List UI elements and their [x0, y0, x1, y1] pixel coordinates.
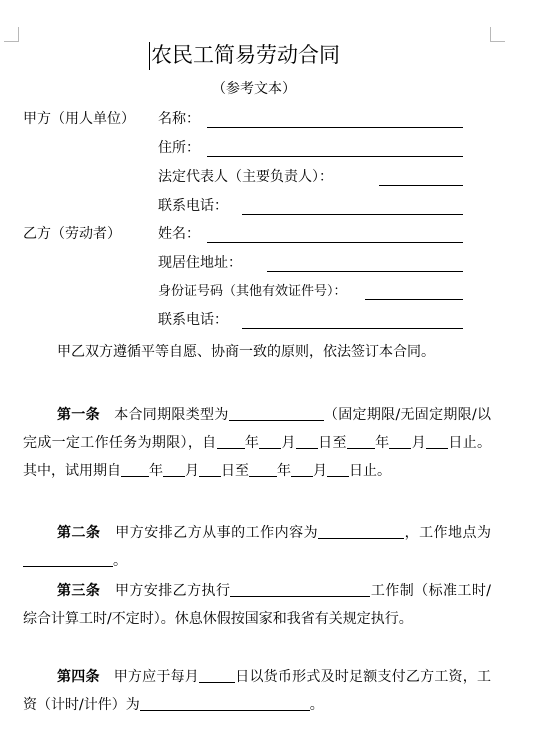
article-3-heading: 第三条: [57, 583, 101, 599]
party-b-name-blank[interactable]: [207, 242, 463, 243]
article-1-probation-end-year-blank[interactable]: [249, 462, 277, 477]
document-subtitle[interactable]: （参考文本）: [212, 81, 296, 97]
party-b-name-label[interactable]: 姓名：: [158, 226, 200, 242]
article-1[interactable]: [23, 401, 491, 485]
article-2-text: 甲方安排乙方从事的工作内容为: [115, 525, 319, 541]
article-1-text: 月: [281, 435, 296, 451]
document-title[interactable]: 农民工简易劳动合同: [151, 43, 340, 67]
article-1-text: 日止。其中，试用期自: [23, 435, 492, 479]
article-1-text: 本合同期限类型为: [114, 407, 229, 423]
party-b-phone-blank[interactable]: [242, 328, 463, 329]
text-cursor: [149, 42, 150, 70]
article-1-start-year-blank[interactable]: [217, 434, 245, 449]
article-1-start-month-blank[interactable]: [259, 434, 281, 449]
article-2-work-location-blank[interactable]: [23, 552, 113, 567]
article-1-text: 年: [244, 435, 260, 451]
article-1-end-day-blank[interactable]: [426, 434, 448, 449]
article-1-text: 日至: [221, 463, 249, 479]
article-3-text: 甲方安排乙方执行: [114, 583, 231, 599]
party-a-representative-label[interactable]: 法定代表人（主要负责人）：: [158, 169, 333, 185]
article-1-text: 年: [277, 463, 291, 479]
article-1-term-type-blank[interactable]: [229, 406, 324, 421]
article-1-heading: 第一条: [57, 407, 100, 423]
article-2-text: ，工作地点为: [404, 525, 492, 541]
party-a-phone-blank[interactable]: [242, 214, 463, 215]
article-1-text: 月: [313, 463, 327, 479]
article-1-probation-end-day-blank[interactable]: [327, 462, 349, 477]
party-a-representative-blank[interactable]: [379, 185, 463, 186]
article-1-text: 月: [185, 463, 199, 479]
article-2-job-content-blank[interactable]: [318, 524, 404, 539]
article-1-probation-start-year-blank[interactable]: [121, 462, 149, 477]
article-1-text: 月: [411, 435, 427, 451]
party-a-label[interactable]: 甲方（用人单位）: [23, 111, 135, 127]
party-a-address-blank[interactable]: [207, 156, 463, 157]
article-4-pay-day-blank[interactable]: [199, 668, 235, 683]
article-1-probation-start-month-blank[interactable]: [163, 462, 185, 477]
article-3-work-system-blank[interactable]: [230, 582, 370, 597]
party-b-address-blank[interactable]: [267, 271, 463, 272]
article-1-text: 日止。: [349, 463, 391, 479]
article-3[interactable]: [23, 577, 491, 633]
article-2[interactable]: [23, 519, 491, 575]
article-1-text: 年: [374, 435, 390, 451]
party-a-name-blank[interactable]: [207, 127, 463, 128]
article-1-end-year-blank[interactable]: [347, 434, 375, 449]
party-b-id-blank[interactable]: [365, 299, 463, 300]
party-a-name-label[interactable]: 名称：: [158, 111, 200, 127]
article-3-text: 工作制（标准工时/综合计算工时/不定时）。休息休假按国家和我省有关规定执行。: [23, 583, 492, 627]
crop-mark-top-right: [490, 27, 505, 42]
article-1-text: 年: [149, 463, 163, 479]
intro-paragraph[interactable]: [23, 338, 491, 366]
party-b-phone-label[interactable]: 联系电话：: [158, 312, 228, 328]
article-4-text: 日以货币形式及时足额支付乙方工资，工资（计时/计件）为: [23, 669, 491, 713]
article-2-text: 。: [113, 553, 127, 569]
article-1-end-month-blank[interactable]: [389, 434, 411, 449]
party-b-label[interactable]: 乙方（劳动者）: [23, 226, 121, 242]
article-1-start-day-blank[interactable]: [296, 434, 318, 449]
article-2-heading: 第二条: [57, 525, 101, 541]
article-1-text: 日至: [317, 435, 347, 451]
party-b-address-label[interactable]: 现居住地址：: [158, 255, 242, 271]
article-4-text: 甲方应于每月: [113, 669, 200, 685]
article-4[interactable]: [23, 663, 491, 719]
article-1-text: （固定期限/无固定期限/以完成一定工作任务为期限），自: [23, 407, 492, 451]
party-a-address-label[interactable]: 住所：: [158, 140, 200, 156]
party-b-id-label[interactable]: 身份证号码（其他有效证件号）：: [158, 284, 347, 299]
article-1-probation-start-day-blank[interactable]: [199, 462, 221, 477]
article-4-wage-blank[interactable]: [140, 696, 310, 711]
article-4-heading: 第四条: [57, 669, 100, 685]
crop-mark-top-left: [4, 27, 19, 42]
article-1-probation-end-month-blank[interactable]: [291, 462, 313, 477]
intro-text: 甲乙双方遵循平等自愿、协商一致的原则，依法签订本合同。: [57, 344, 435, 360]
party-a-phone-label[interactable]: 联系电话：: [158, 198, 228, 214]
article-4-text: 。: [309, 697, 324, 713]
